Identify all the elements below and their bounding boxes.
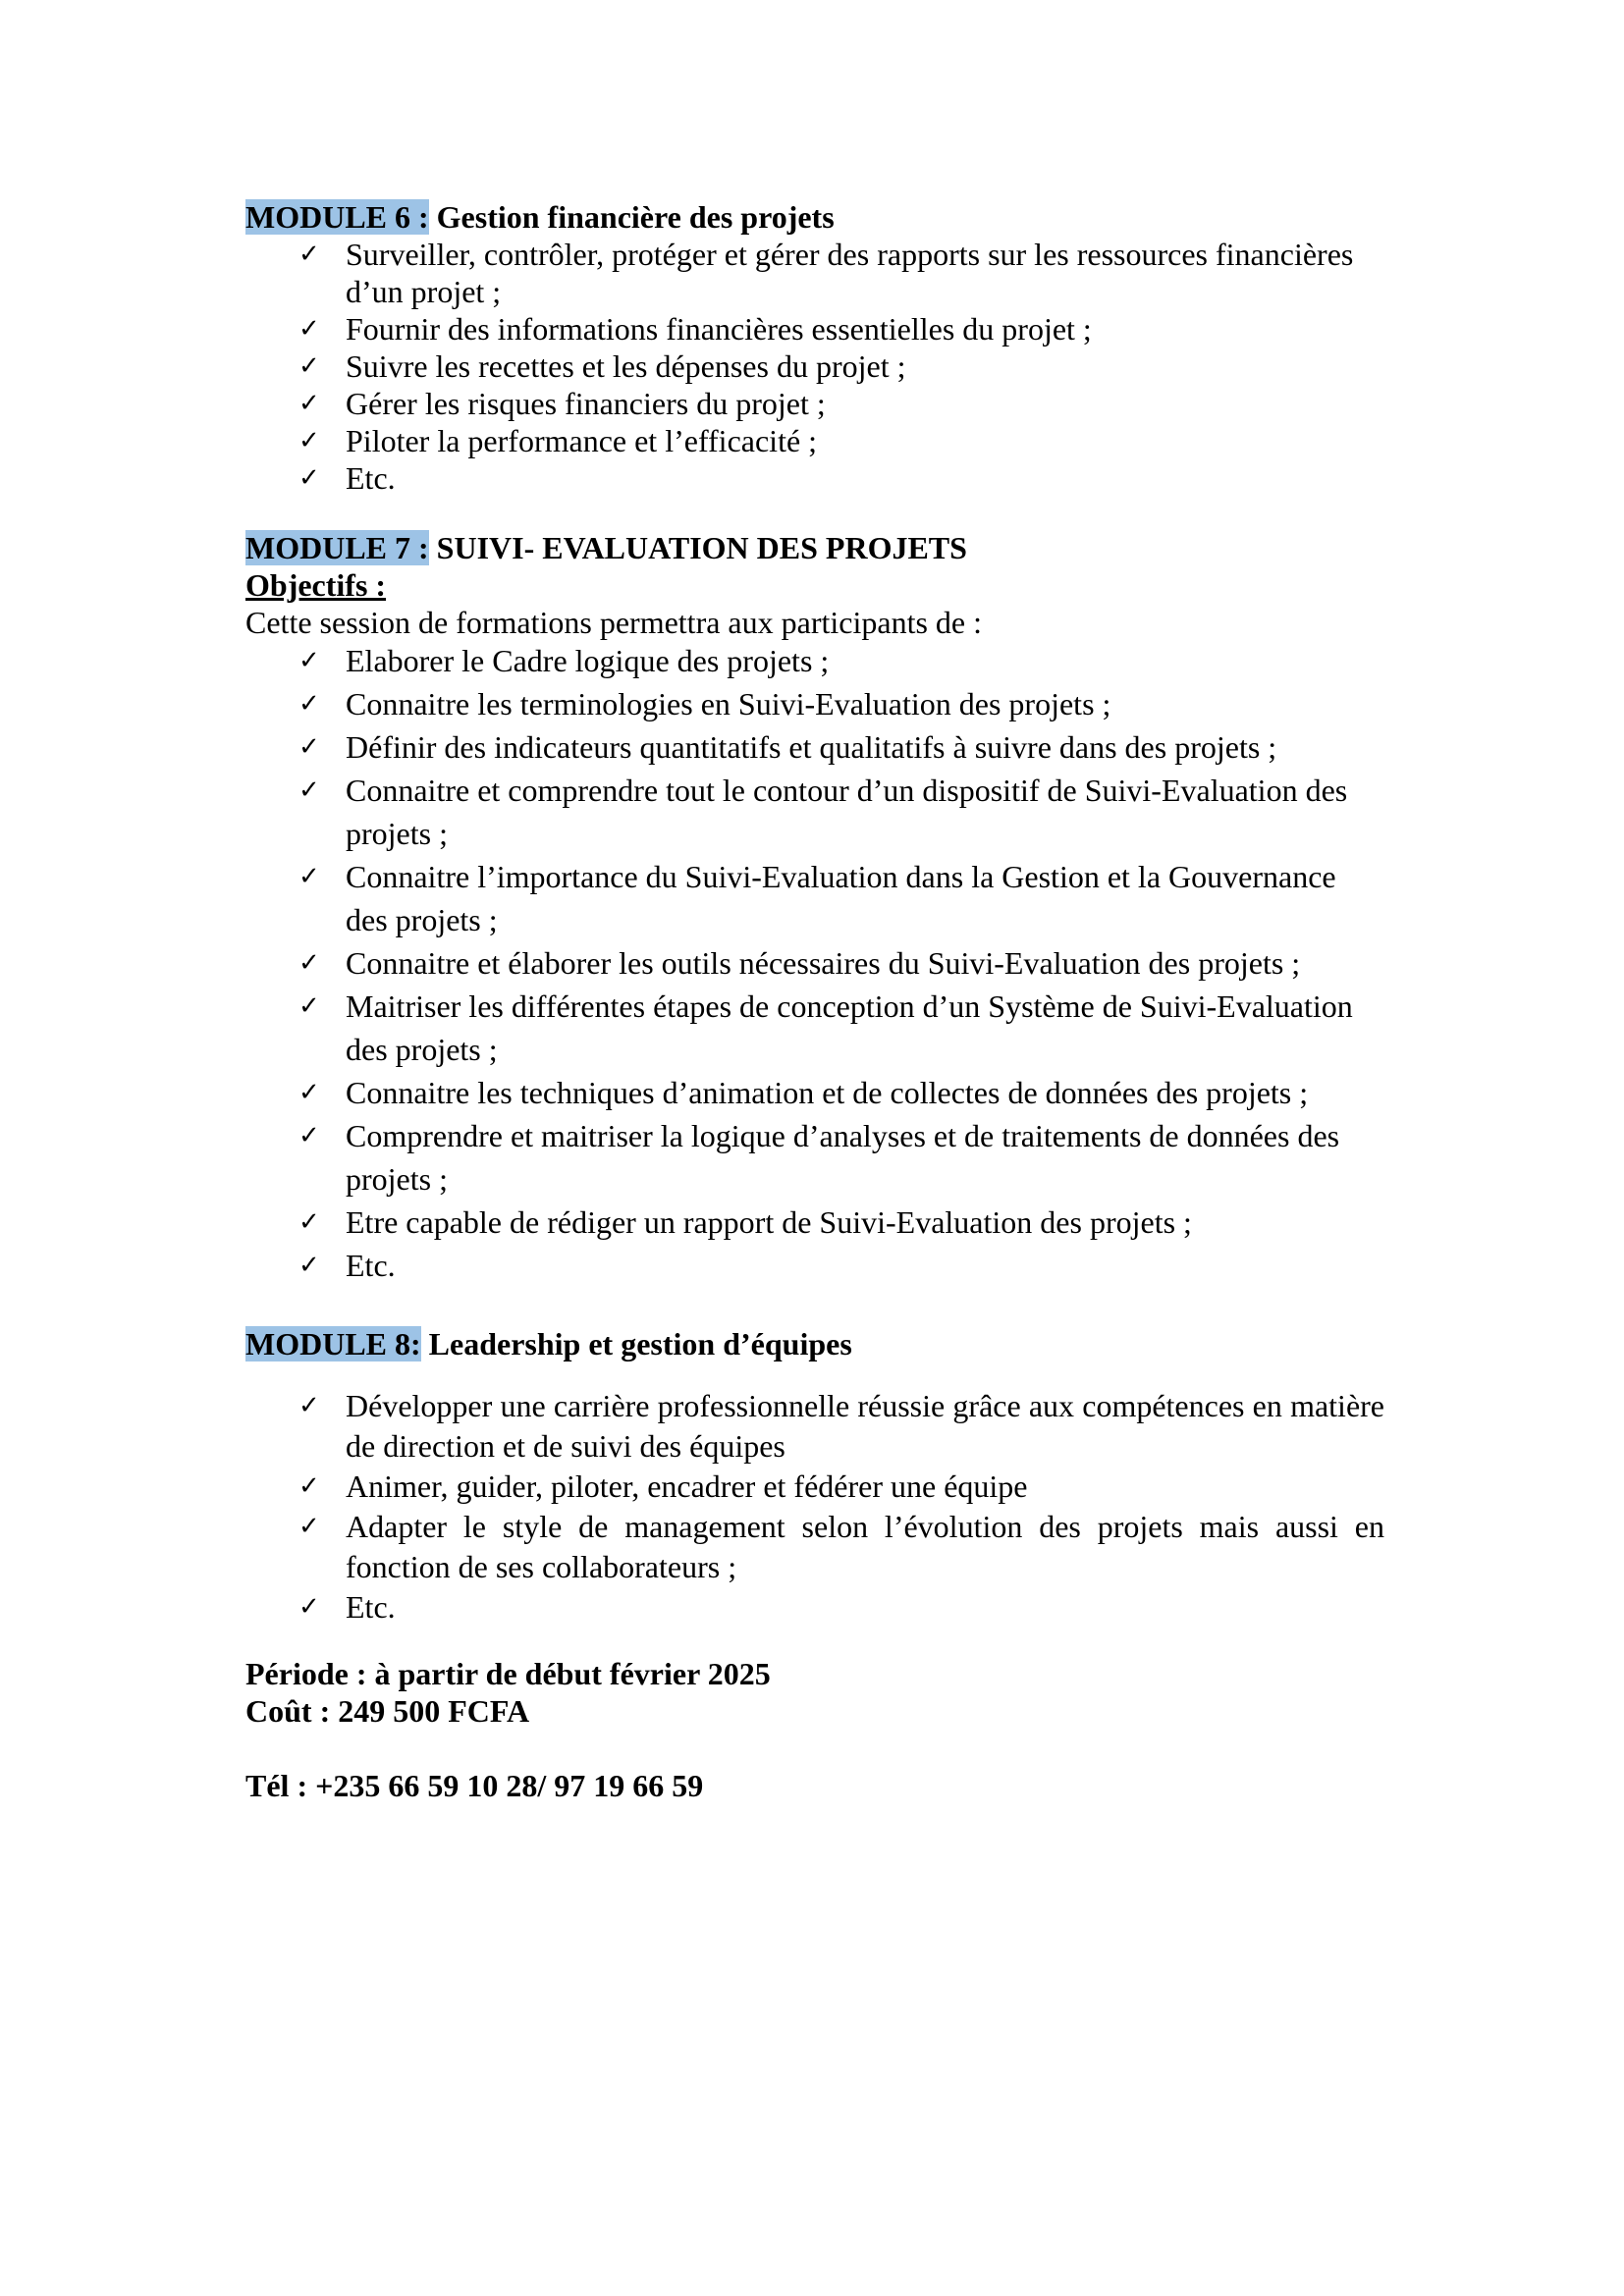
list-item [245,1587,1384,1628]
checkmark-icon: ✓ [298,732,320,762]
list-item [245,1201,1384,1244]
list-item-text: Connaitre les terminologies en Suivi-Evaluation des projets ; [346,686,1111,721]
checkmark-icon: ✓ [298,775,320,805]
list-item [245,236,1384,310]
module-6-heading [245,198,835,236]
list-item-text: Gérer les risques financiers du projet ; [346,386,826,421]
list-item [245,459,1384,497]
list-item [245,941,1384,985]
checkmark-icon: ✓ [298,389,320,418]
list-item-text: Suivre les recettes et les dépenses du projet ; [346,348,906,384]
module-6-title: Gestion financière des projets [428,199,835,235]
list-item-text: Etc. [346,460,396,496]
checkmark-icon: ✓ [298,314,320,344]
list-item-text: Fournir des informations financières essentielles du projet ; [346,311,1092,347]
list-item-text: Surveiller, contrôler, protéger et gérer des rapports sur les ressources financières d’un projet ; [346,237,1354,309]
module-7-label: MODULE 7 : [245,530,429,565]
checkmark-icon: ✓ [298,426,320,455]
list-item-text: Comprendre et maitriser la logique d’analyses et de traitements de données des projets ; [346,1118,1340,1197]
checkmark-icon: ✓ [298,1121,320,1150]
list-item [245,639,1384,682]
list-item [245,682,1384,725]
list-item [245,855,1384,941]
list-item [245,1467,1384,1507]
checkmark-icon: ✓ [298,948,320,978]
phone-text: Tél : +235 66 59 10 28/ 97 19 66 59 [245,1768,704,1803]
module-6-label: MODULE 6 : [245,199,429,235]
list-item-text: Connaitre et comprendre tout le contour d’un dispositif de Suivi-Evaluation des projets ; [346,773,1348,851]
module-7-list [245,639,1384,1287]
list-item [245,385,1384,422]
checkmark-icon: ✓ [298,351,320,381]
checkmark-icon: ✓ [298,1512,320,1541]
module-8-heading [245,1325,852,1362]
checkmark-icon: ✓ [298,646,320,675]
module-6-list [245,236,1384,497]
checkmark-icon: ✓ [298,1251,320,1280]
checkmark-icon: ✓ [298,240,320,269]
list-item-text: Connaitre les techniques d’animation et de collectes de données des projets ; [346,1075,1309,1110]
checkmark-icon: ✓ [298,1391,320,1420]
list-item [245,347,1384,385]
list-item-text: Etc. [346,1589,396,1625]
checkmark-icon: ✓ [298,1078,320,1107]
list-item [245,1114,1384,1201]
list-item-text: Elaborer le Cadre logique des projets ; [346,643,830,678]
list-item [245,725,1384,769]
list-item [245,985,1384,1071]
list-item-text: Animer, guider, piloter, encadrer et fédérer une équipe [346,1468,1028,1504]
list-item [245,1071,1384,1114]
checkmark-icon: ✓ [298,991,320,1021]
list-item-text: Adapter le style de management selon l’évolution des projets mais aussi en fonction de ses collaborateurs ; [346,1509,1384,1584]
module-8-list [245,1386,1384,1628]
list-item [245,422,1384,459]
period-text: Période : à partir de début février 2025 [245,1656,771,1691]
list-item [245,769,1384,855]
list-item-text: Connaitre l’importance du Suivi-Evaluation dans la Gestion et la Gouvernance des projets ; [346,859,1336,937]
list-item-text: Connaitre et élaborer les outils nécessaires du Suivi-Evaluation des projets ; [346,945,1301,981]
checkmark-icon: ✓ [298,689,320,719]
list-item [245,310,1384,347]
module-7-intro: Cette session de formations permettra aux participants de : [245,605,982,640]
module-8-label: MODULE 8: [245,1326,421,1362]
list-item-text: Etre capable de rédiger un rapport de Suivi-Evaluation des projets ; [346,1204,1192,1240]
checkmark-icon: ✓ [298,862,320,891]
checkmark-icon: ✓ [298,1207,320,1237]
list-item-text: Piloter la performance et l’efficacité ; [346,423,818,458]
list-item [245,1244,1384,1287]
list-item [245,1386,1384,1467]
objectives-label: Objectifs : [245,567,387,603]
list-item-text: Définir des indicateurs quantitatifs et qualitatifs à suivre dans des projets ; [346,729,1277,765]
module-8-title: Leadership et gestion d’équipes [420,1326,852,1362]
checkmark-icon: ✓ [298,1592,320,1622]
list-item [245,1507,1384,1587]
list-item-text: Maitriser les différentes étapes de conception d’un Système de Suivi-Evaluation des projets ; [346,988,1353,1067]
checkmark-icon: ✓ [298,1471,320,1501]
module-7-title: SUIVI- EVALUATION DES PROJETS [428,530,967,565]
cost-text: Coût : 249 500 FCFA [245,1693,530,1729]
checkmark-icon: ✓ [298,463,320,493]
list-item-text: Développer une carrière professionnelle réussie grâce aux compétences en matière de direction et de suivi des équipes [346,1388,1384,1464]
list-item-text: Etc. [346,1248,396,1283]
module-7-heading [245,529,967,566]
